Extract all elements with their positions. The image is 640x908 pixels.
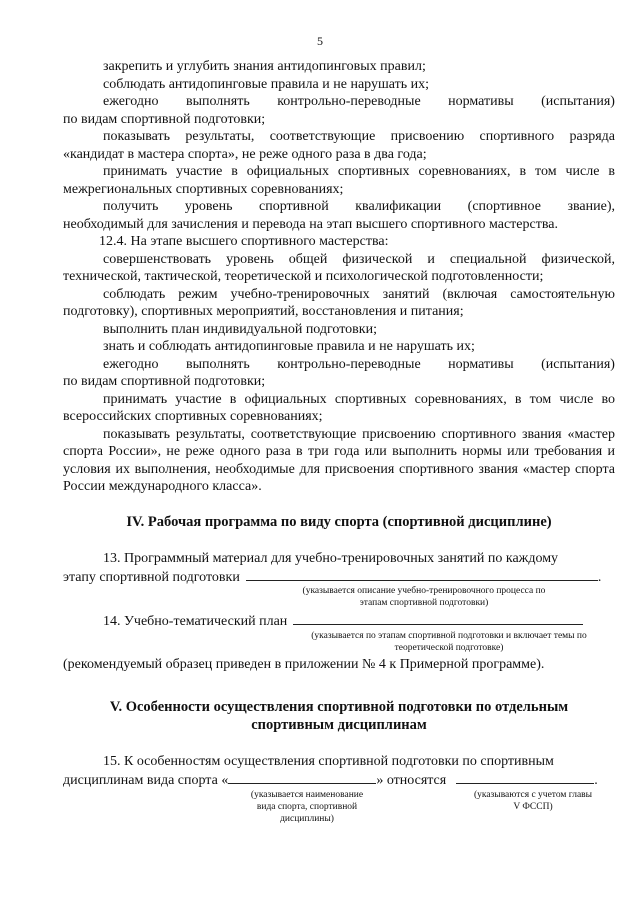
text-fragment: этапу спортивной подготовки bbox=[63, 569, 240, 585]
text-line: соблюдать антидопинговые правила и не нарушать их; bbox=[103, 76, 429, 92]
text-line: 15. К особенностям осуществления спортивной подготовки по спортивным bbox=[103, 754, 554, 769]
blank-field-line bbox=[293, 612, 583, 625]
paragraph: совершенствовать уровень общей физической и специальной физической, технической, тактической, теоретической и психологической подготовленности; bbox=[63, 251, 615, 284]
word: получить bbox=[103, 199, 159, 214]
page-number: 5 bbox=[317, 34, 323, 48]
word: контрольно-переводные bbox=[277, 94, 421, 109]
word: квалификации bbox=[355, 199, 442, 214]
paragraph: принимать участие в официальных спортивных соревнованиях, в том числе в межрегиональных спортивных соревнованиях; bbox=[63, 164, 615, 197]
paragraph: показывать результаты, соответствующие присвоению спортивного звания «мастер спорта России», не реже одного раза в три года или выполнить нормы или требования и условия их выполнения, необходимые для присвоения спортивного звания «мастер спорта России международного класса». bbox=[63, 426, 615, 494]
field-caption: (указывается наименование вида спорта, спортивной дисциплины) bbox=[250, 790, 364, 824]
word: ежегодно bbox=[103, 356, 159, 372]
text-line: выполнить план индивидуальной подготовки; bbox=[103, 321, 377, 337]
justified-line bbox=[63, 356, 615, 374]
text-line: закрепить и углубить знания антидопинговых правил; bbox=[103, 59, 426, 74]
justified-line bbox=[63, 198, 615, 216]
blank-field-line bbox=[456, 771, 594, 784]
text-line: по видам спортивной подготовки; bbox=[63, 374, 266, 389]
word: нормативы bbox=[448, 356, 514, 372]
field-caption: (указывается описание учебно-тренировочного процесса по этапам спортивной подготовки) bbox=[302, 586, 546, 608]
section-heading: V. Особенности осуществления спортивной подготовки по отдельным bbox=[109, 699, 569, 715]
text-line: по видам спортивной подготовки; bbox=[63, 111, 266, 127]
text-fragment: . bbox=[594, 772, 598, 788]
text-line: необходимый для зачисления и перевода на этап высшего спортивного мастерства. bbox=[63, 216, 558, 232]
word: уровень bbox=[184, 199, 233, 214]
blank-field-line bbox=[228, 771, 376, 784]
word: спортивной bbox=[259, 199, 329, 214]
document-body bbox=[63, 58, 615, 833]
text-line: 13. Программный материал для учебно-тренировочных занятий по каждому bbox=[103, 551, 559, 566]
fill-in-line bbox=[63, 612, 615, 631]
text-line: (рекомендуемый образец приведен в приложении № 4 к Примерной программе). bbox=[63, 656, 545, 672]
paragraph: принимать участие в официальных спортивных соревнованиях, в том числе во всероссийских спортивных соревнованиях; bbox=[63, 391, 615, 424]
blank-field-line bbox=[246, 568, 598, 581]
word: нормативы bbox=[448, 94, 514, 109]
text-fragment: 14. Учебно-тематический план bbox=[103, 614, 288, 629]
word: (спортивное bbox=[467, 199, 541, 214]
word: выполнять bbox=[185, 94, 250, 109]
word: ежегодно bbox=[103, 94, 159, 109]
text-fragment: дисциплинам вида спорта « bbox=[63, 772, 229, 788]
subsection-title: 12.4. На этапе высшего спортивного мастерства: bbox=[99, 234, 389, 249]
section-heading: IV. Рабочая программа по виду спорта (спортивной дисциплине) bbox=[126, 513, 552, 530]
fill-in-line bbox=[63, 568, 615, 587]
word: звание), bbox=[567, 199, 615, 214]
text-fragment: » относятся bbox=[376, 772, 447, 788]
caption-row bbox=[63, 789, 615, 833]
word: выполнять bbox=[185, 356, 250, 372]
field-caption: (указывается по этапам спортивной подготовки и включает темы по теоретической подготовке) bbox=[311, 630, 587, 653]
section-heading: спортивным дисциплинам bbox=[251, 716, 427, 733]
field-caption: (указываются с учетом главы V ФССП) bbox=[473, 790, 593, 812]
paragraph: показывать результаты, соответствующие присвоению спортивного разряда «кандидат в мастера спорта», не реже одного раза в два года; bbox=[63, 129, 615, 162]
word: (испытания) bbox=[541, 94, 615, 109]
justified-line bbox=[63, 93, 615, 111]
text-fragment: . bbox=[597, 569, 602, 585]
text-line: знать и соблюдать антидопинговые правила и не нарушать их; bbox=[103, 339, 475, 354]
paragraph: соблюдать режим учебно-тренировочных занятий (включая самостоятельную подготовку), спортивных мероприятий, восстановления и питания; bbox=[63, 286, 615, 319]
word: контрольно-переводные bbox=[277, 356, 421, 372]
word: (испытания) bbox=[541, 356, 615, 372]
fill-in-line bbox=[63, 771, 615, 790]
